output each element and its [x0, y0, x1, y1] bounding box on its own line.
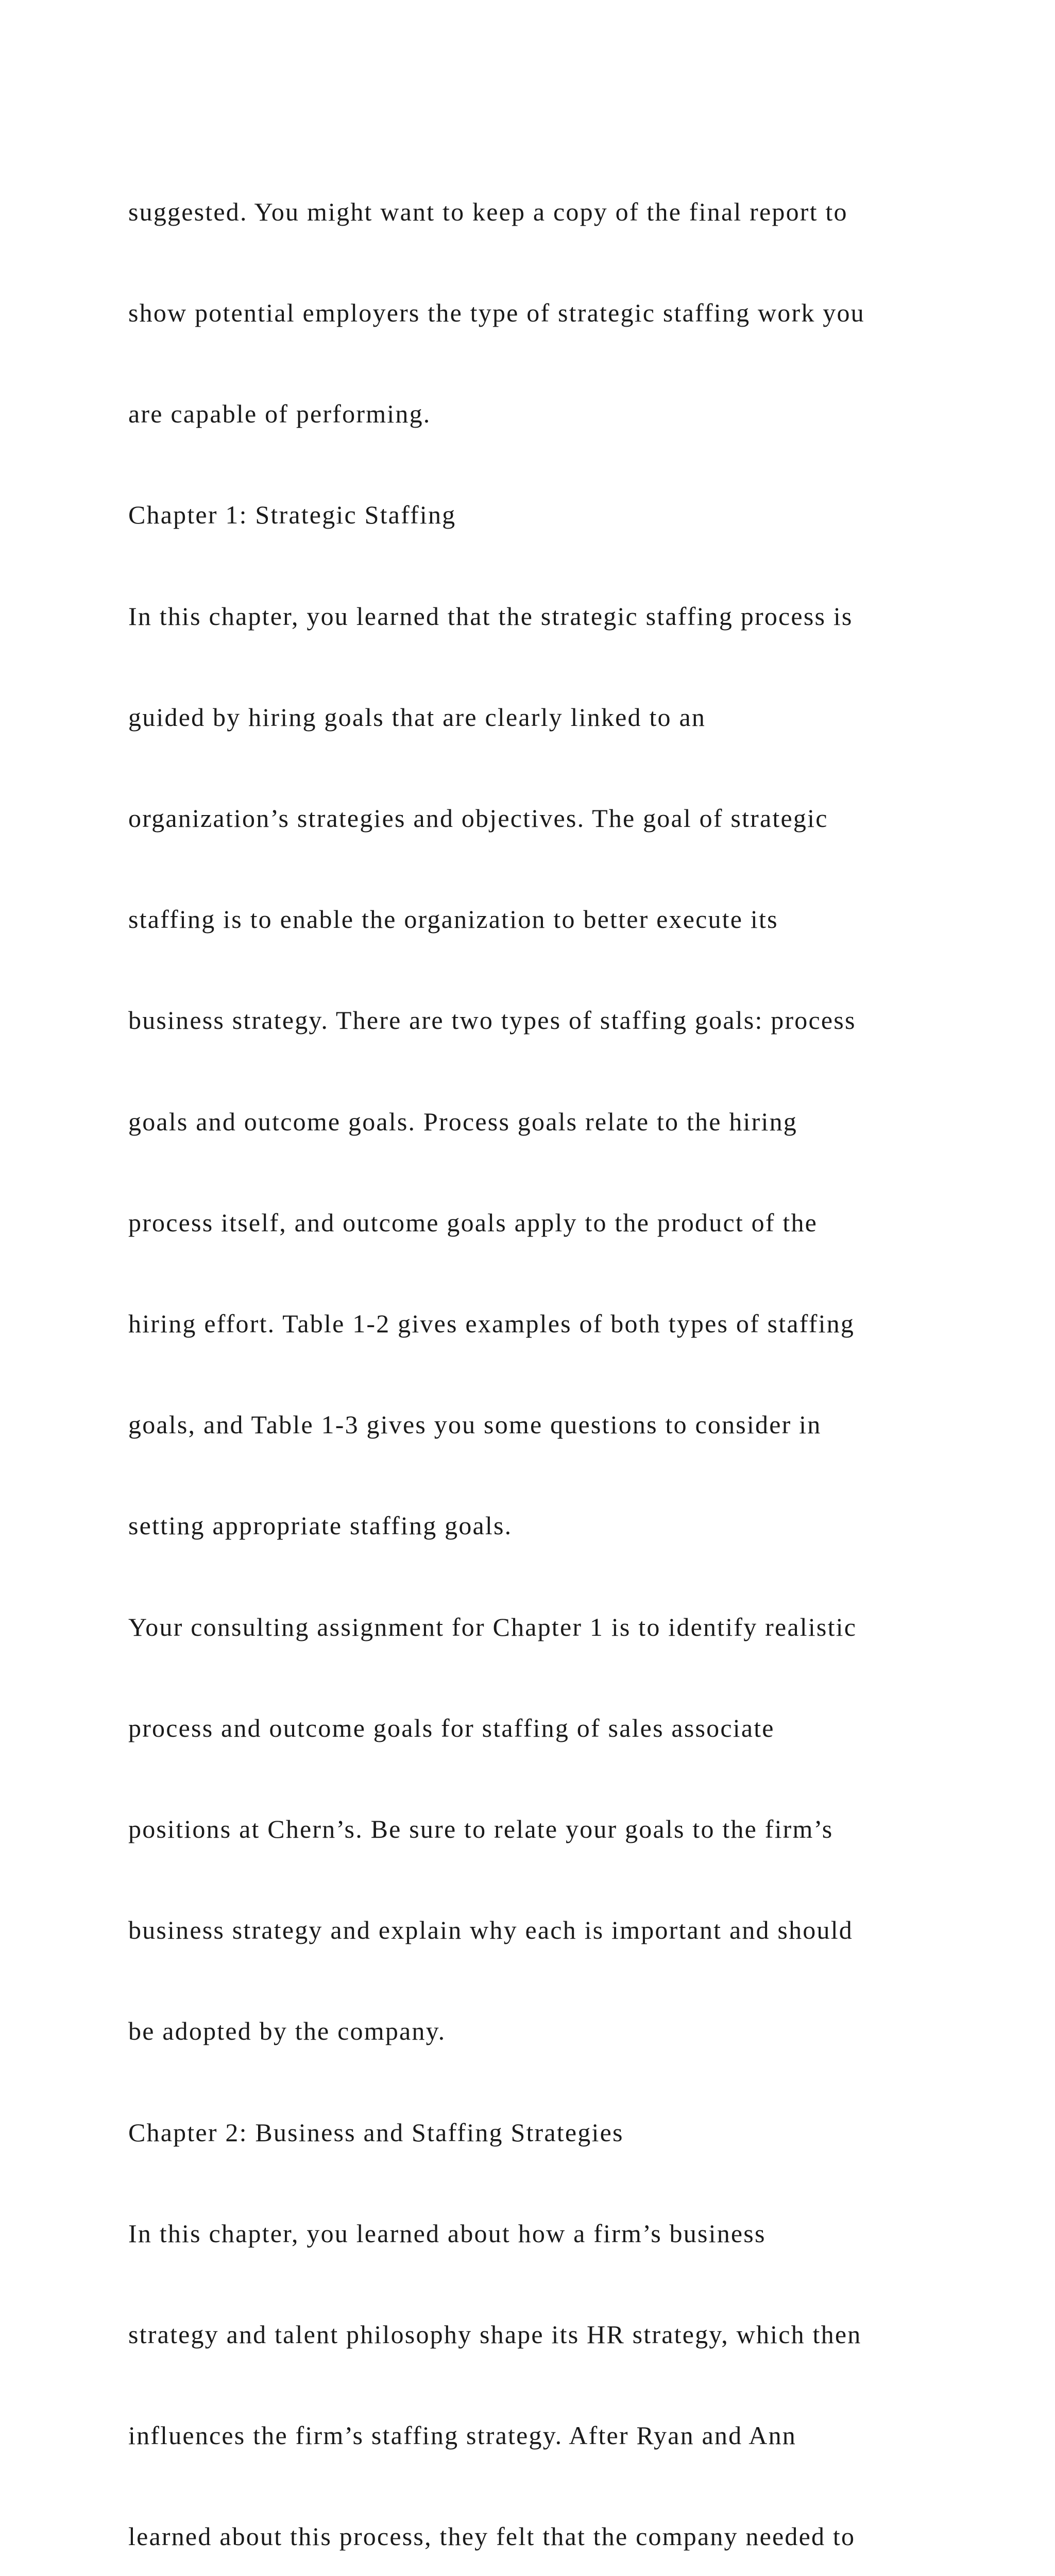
text-line: goals, and Table 1-3 gives you some questions to consider in [128, 1410, 822, 1439]
text-line: guided by hiring goals that are clearly linked to an [128, 702, 706, 732]
text-line: show potential employers the type of strategic staffing work you [128, 298, 865, 328]
chapter-1-heading: Chapter 1: Strategic Staffing [128, 500, 456, 530]
text-line: suggested. You might want to keep a copy of the final report to [128, 197, 848, 226]
text-line: learned about this process, they felt that the company needed to [128, 2522, 856, 2551]
text-line: In this chapter, you learned about how a firm’s business [128, 2218, 766, 2248]
text-line: process itself, and outcome goals apply to the product of the [128, 1208, 818, 1237]
text-line: positions at Chern’s. Be sure to relate your goals to the firm’s [128, 1815, 833, 1844]
text-line: goals and outcome goals. Process goals relate to the hiring [128, 1107, 797, 1136]
text-line: setting appropriate staffing goals. [128, 1511, 513, 1540]
text-line: are capable of performing. [128, 399, 431, 429]
text-line: business strategy. There are two types of staffing goals: process [128, 1006, 856, 1035]
chapter-2-heading: Chapter 2: Business and Staffing Strategies [128, 2117, 624, 2147]
text-line: influences the firm’s staffing strategy. After Ryan and Ann [128, 2421, 796, 2450]
document-body [128, 128, 973, 2576]
text-line: hiring effort. Table 1-2 gives examples of both types of staffing [128, 1309, 855, 1338]
text-line: In this chapter, you learned that the strategic staffing process is [128, 601, 853, 631]
text-line: Your consulting assignment for Chapter 1 is to identify realistic [128, 1612, 857, 1641]
text-line: strategy and talent philosophy shape its HR strategy, which then [128, 2320, 862, 2349]
text-line: process and outcome goals for staffing of sales associate [128, 1713, 775, 1742]
text-line: organization’s strategies and objectives. The goal of strategic [128, 804, 828, 833]
text-line: business strategy and explain why each is important and should [128, 1916, 853, 1945]
text-line: be adopted by the company. [128, 2016, 446, 2046]
text-line: staffing is to enable the organization to better execute its [128, 905, 778, 934]
